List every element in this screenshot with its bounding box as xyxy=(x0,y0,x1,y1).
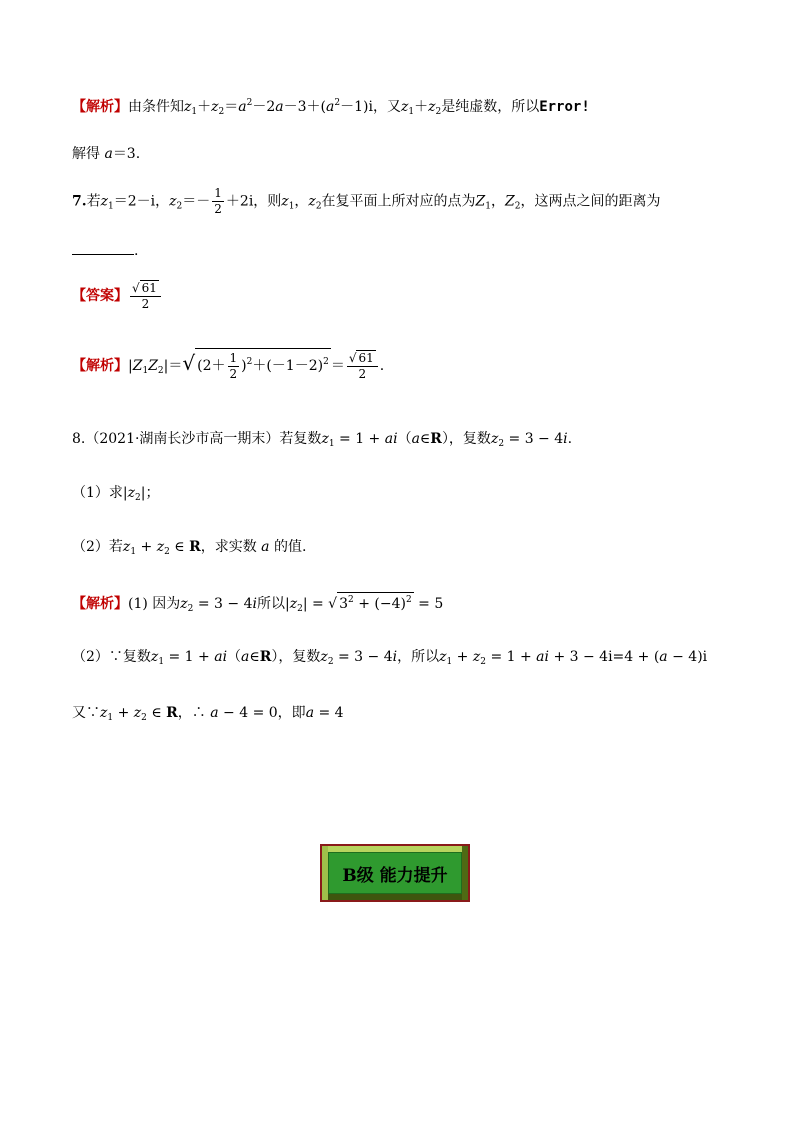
question-8: 8.（2021·湖南长沙市高一期末）若复数$z_1 = 1$ + ai（a∈R），复数$z_2 = 3 - 4i$. xyxy=(72,431,573,449)
question-8-part-1: （1）求$|z_2|$； xyxy=(72,485,160,503)
solution-part-2: （2）∵复数$z_1 = 1$ + ai（a∈R），复数$z_2 = 3 - 4i$，所以$z_1 + z_2 = 1$ + ai + 3 − 4i=4 + (a − 4)i xyxy=(72,649,708,667)
analysis-line-2: 解得 a＝3. xyxy=(72,146,141,162)
section-badge-label: B级 能力提升 xyxy=(328,852,462,894)
answer-fraction: $\frac{√ 61}{2}$ xyxy=(130,280,161,312)
analysis-7: 【解析】$|Z_1Z_2|=√$ (2＋ $\frac{1}{2}$ )$^2+(-1-2)^2$ ＝ $\frac{√ 61}{2}$ . xyxy=(72,348,384,382)
solution-part-1: 【解析】(1) 因为$z_2 = 3 - 4i$所以$|z_2|$ = √ $3^2 + (-4)^2 = 5$ xyxy=(72,592,443,614)
question-number: 7. xyxy=(72,193,87,210)
section-badge xyxy=(320,844,470,902)
error-text: Error! xyxy=(539,99,590,115)
analysis-tag: 【解析】 xyxy=(72,596,128,612)
solution-part-3: 又$\because z_1 + z_2$ ∈ R，∴ a − 4 = 0，即a = 4 xyxy=(72,705,344,723)
distance-radicand: (2＋ $\frac{1}{2}$ )$^2+(-1-2)^2$ xyxy=(195,348,331,382)
answer-blank xyxy=(72,240,134,255)
analysis-line-1: 【解析】由条件知$z_1+z_2=a^2-2a-3+(a^2-1)i$，又$z_1+z_2$是纯虚数，所以Error! xyxy=(72,98,590,117)
answer-tag: 【答案】 xyxy=(72,288,128,304)
analysis-tag: 【解析】 xyxy=(72,99,128,115)
fraction: $\frac{1}{2}$ xyxy=(214,186,222,216)
answer-line xyxy=(72,280,163,312)
answer-blank-line: . xyxy=(72,240,138,259)
question-7: 7.若$z_1=2-i$，$z_2=-$ $\frac{1}{2}$ ＋2i，则$z_1$，$z_2$在复平面上所对应的点为$Z_1$，$Z_2$，这两点之间的距离为 xyxy=(72,186,661,216)
analysis-tag: 【解析】 xyxy=(72,358,128,374)
question-8-part-2: （2）若$z_1 + z_2$ ∈ R，求实数 a 的值. xyxy=(72,539,307,557)
